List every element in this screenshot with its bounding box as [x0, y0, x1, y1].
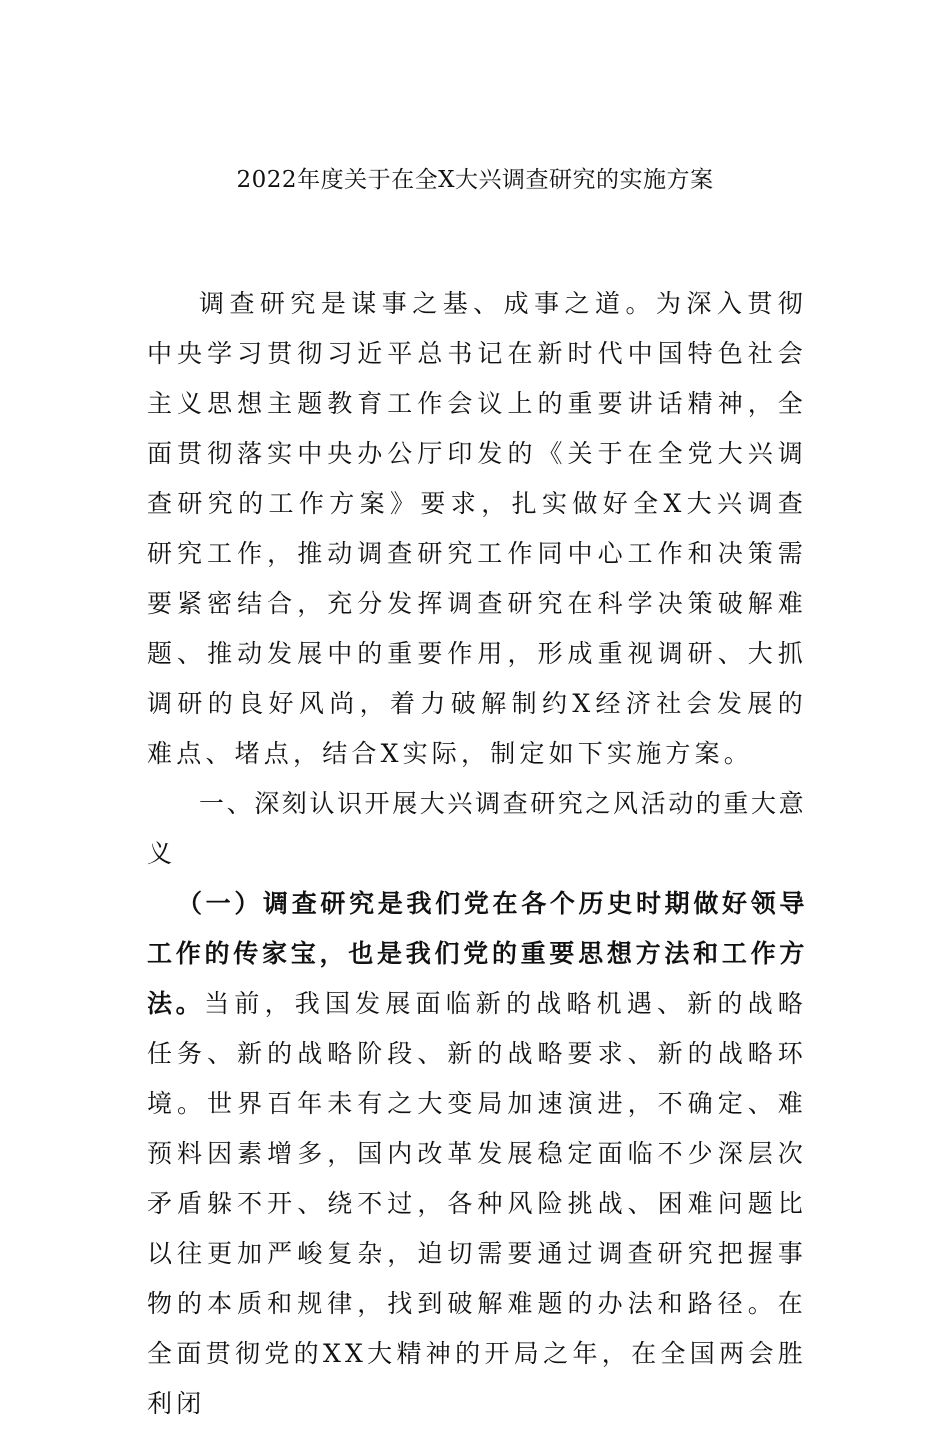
section-1-item-1-lead: （一）调查研究是我们党在各个历史时期做好领导工作的传家宝，也是我们党的重要思想方法和工作方法。 — [147, 889, 807, 1018]
section-1-item-1-body: 当前，我国发展面临新的战略机遇、新的战略任务、新的战略阶段、新的战略要求、新的战略环境。世界百年未有之大变局加速演进，不确定、难预料因素增多，国内改革发展稳定面临不少深层次矛盾躲不开、绕不过，各种风险挑战、困难问题比以往更加严峻复杂，迫切需要通过调查研究把握事物的本质和规律，找到破解难题的办法和路径。在全面贯彻党的XX大精神的开局之年，在全国两会胜利闭 — [147, 989, 807, 1418]
section-1-item-1-paragraph — [147, 879, 807, 1429]
document-title: 2022年度关于在全X大兴调查研究的实施方案 — [236, 167, 714, 193]
section-1-heading: 一、深刻认识开展大兴调查研究之风活动的重大意义 — [147, 789, 807, 868]
intro-paragraph: 调查研究是谋事之基、成事之道。为深入贯彻中央学习贯彻习近平总书记在新时代中国特色社会主义思想主题教育工作会议上的重要讲话精神，全面贯彻落实中央办公厅印发的《关于在全党大兴调查研究的工作方案》要求，扎实做好全X大兴调查研究工作，推动调查研究工作同中心工作和决策需要紧密结合，充分发挥调查研究在科学决策破解难题、推动发展中的重要作用，形成重视调研、大抓调研的良好风尚，着力破解制约X经济社会发展的难点、堵点，结合X实际，制定如下实施方案。 — [147, 289, 807, 768]
document-body — [147, 279, 807, 1429]
